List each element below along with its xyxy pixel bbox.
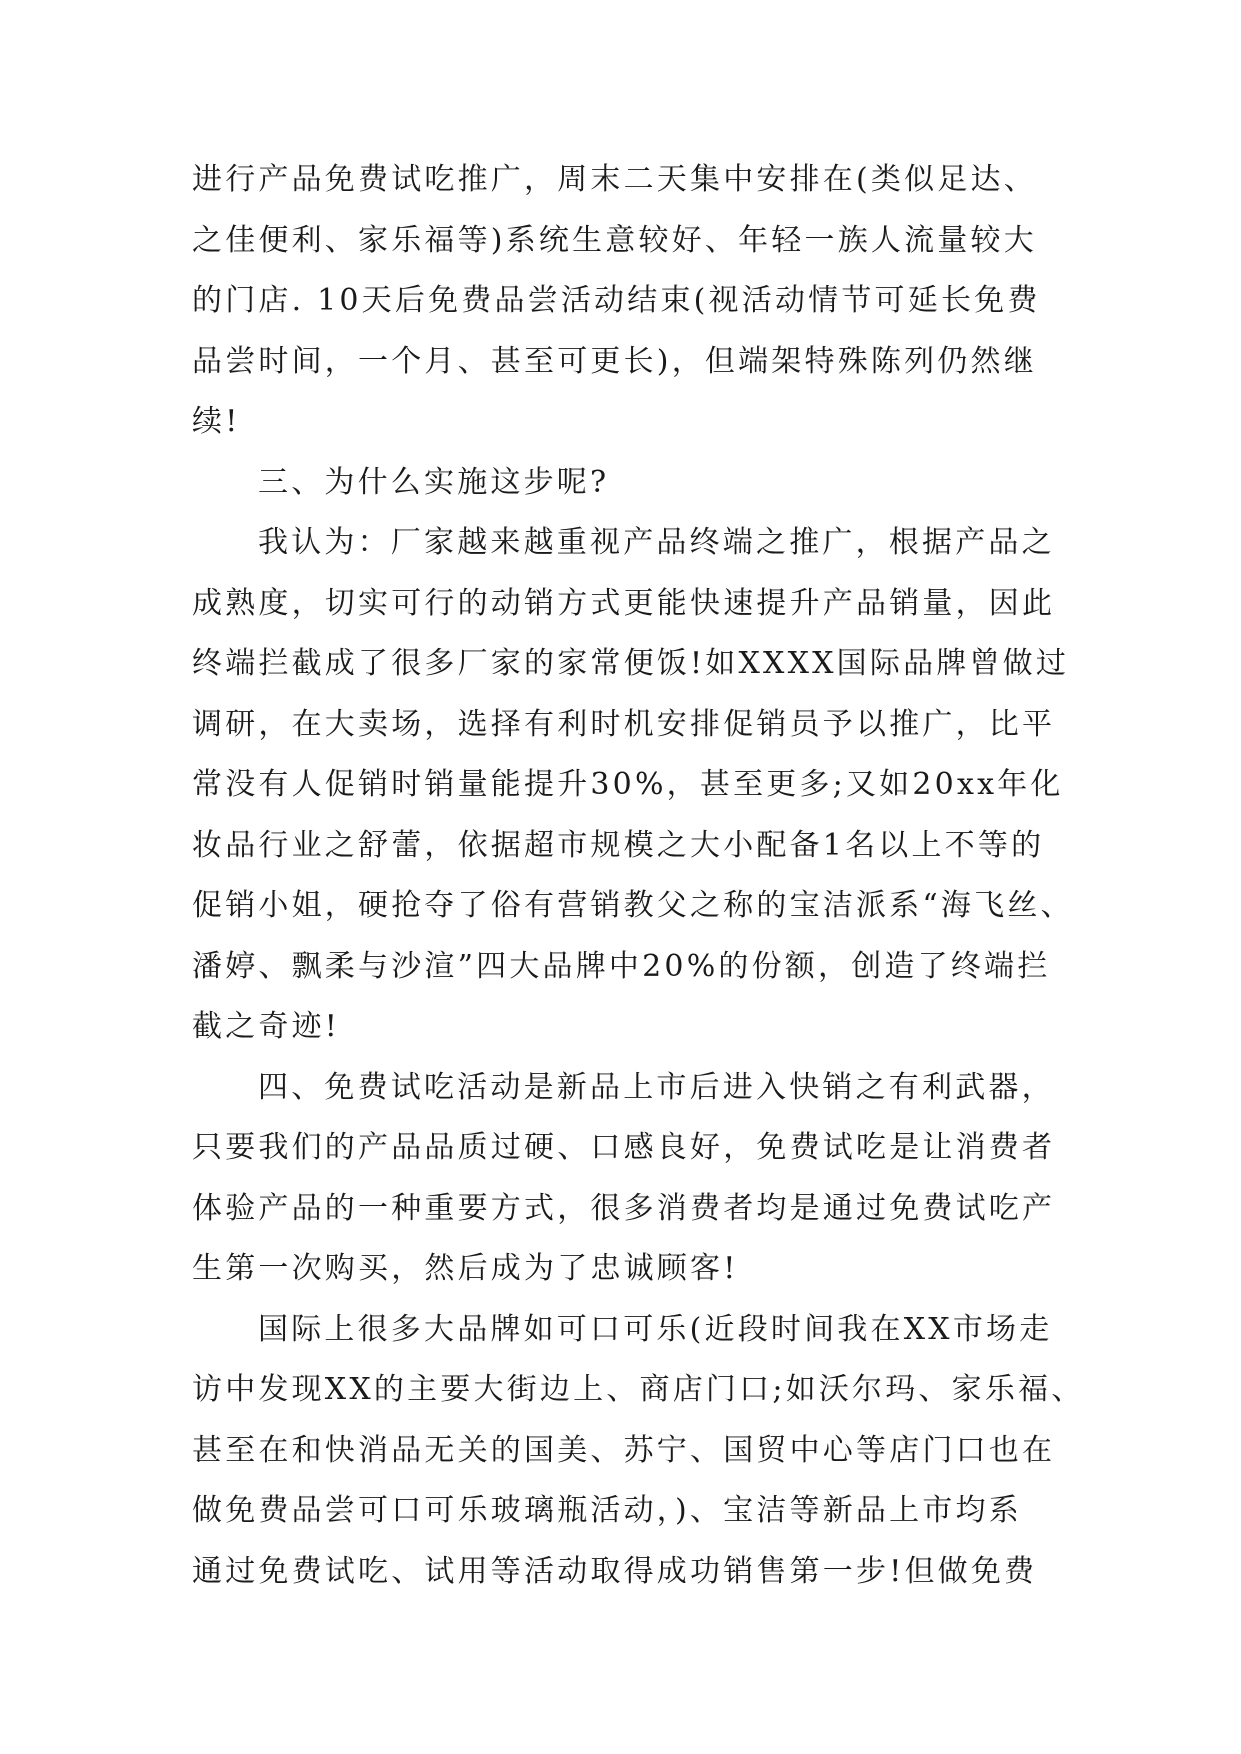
text-line: 三、为什么实施这步呢? <box>258 464 610 500</box>
text-line: 之佳便利、家乐福等)系统生意较好、年轻一族人流量较大 <box>192 222 1037 258</box>
text-line: 做免费品尝可口可乐玻璃瓶活动，)、宝洁等新品上市均系 <box>192 1493 1022 1528</box>
text-line: 通过免费试吃、试用等活动取得成功销售第一步!但做免费 <box>192 1553 1038 1589</box>
text-line: 体验产品的一种重要方式，很多消费者均是通过免费试吃产 <box>192 1190 1056 1226</box>
text-line: 妆品行业之舒蕾，依据超市规模之大小配备1名以上不等的 <box>192 827 1045 863</box>
text-line: 截之奇迹! <box>192 1009 341 1044</box>
body-text <box>192 150 1085 1602</box>
text-line: 国际上很多大品牌如可口可乐(近段时间我在XX市场走 <box>258 1311 1053 1347</box>
text-line: 访中发现XX的主要大街边上、商店门口;如沃尔玛、家乐福、 <box>192 1372 1085 1407</box>
text-line: 我认为：厂家越来越重视产品终端之推广，根据产品之 <box>258 525 1055 560</box>
text-line: 成熟度，切实可行的动销方式更能快速提升产品销量，因此 <box>192 585 1056 621</box>
text-line: 终端拦截成了很多厂家的家常便饭!如XXXX国际品牌曾做过 <box>192 646 1070 681</box>
text-line: 潘婷、飘柔与沙渲”四大品牌中20%的份额，创造了终端拦 <box>192 948 1051 984</box>
text-line: 品尝时间，一个月、甚至可更长)，但端架特殊陈列仍然继 <box>192 343 1037 379</box>
text-line: 四、免费试吃活动是新品上市后进入快销之有利武器， <box>258 1069 1055 1105</box>
text-line: 促销小姐，硬抢夺了俗有营销教父之称的宝洁派系“海飞丝、 <box>192 888 1074 923</box>
text-line: 调研，在大卖场，选择有利时机安排促销员予以推广，比平 <box>192 706 1056 742</box>
text-line: 的门店. 10天后免费品尝活动结束(视活动情节可延长免费 <box>192 283 1041 318</box>
text-line: 生第一次购买，然后成为了忠诚顾客! <box>192 1251 739 1286</box>
text-line: 常没有人促销时销量能提升30%，甚至更多;又如20xx年化 <box>192 767 1064 802</box>
text-line: 续! <box>192 404 241 439</box>
text-line: 甚至在和快消品无关的国美、苏宁、国贸中心等店门口也在 <box>192 1432 1056 1468</box>
text-line: 进行产品免费试吃推广，周末二天集中安排在(类似足达、 <box>192 162 1037 197</box>
text-line: 只要我们的产品品质过硬、口感良好，免费试吃是让消费者 <box>192 1130 1056 1165</box>
